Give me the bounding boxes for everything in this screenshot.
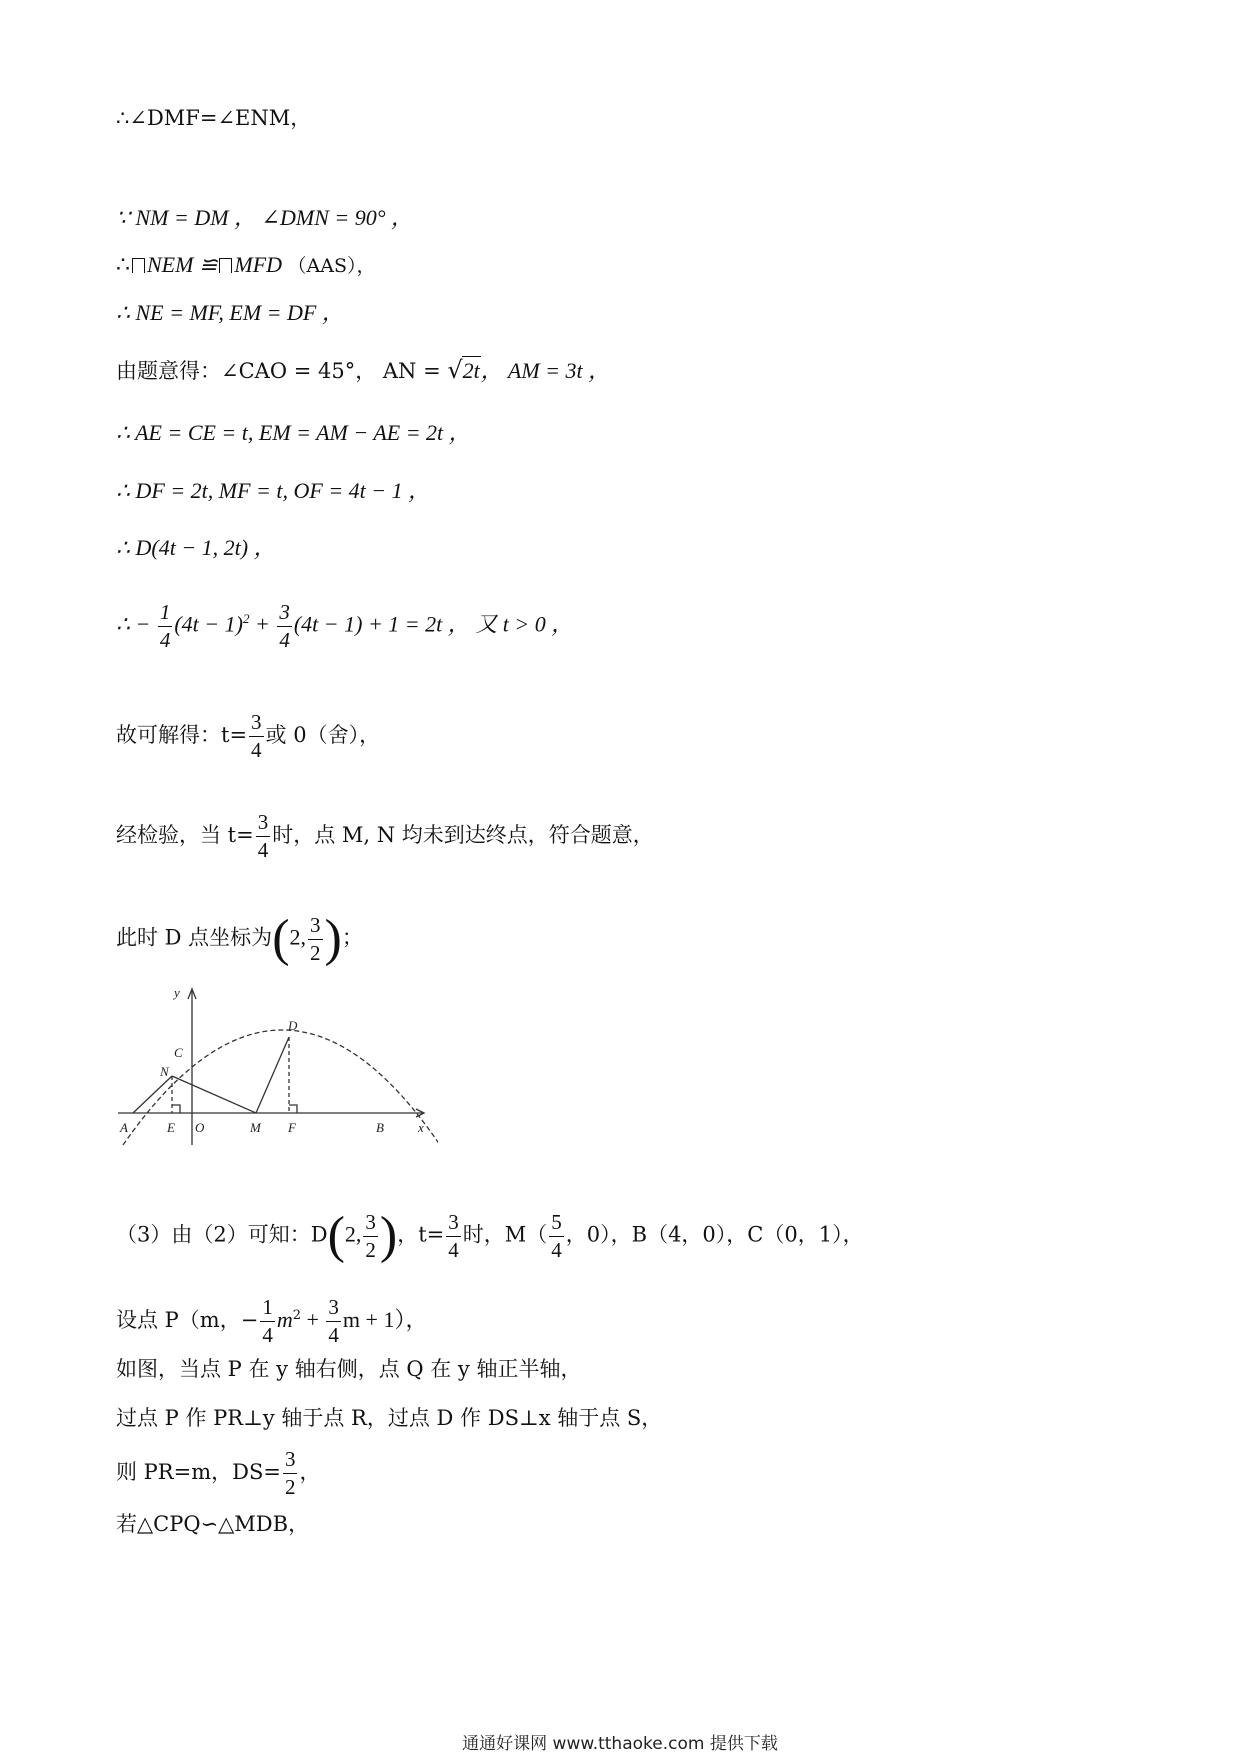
page-footer: 通通好课网 www.tthaoke.com 提供下载 (462, 1734, 778, 1754)
numerator: 3 (326, 1297, 341, 1322)
fraction-3-2 (283, 1449, 298, 1498)
text: ∴ − (116, 611, 151, 637)
text: ∴ NE = MF, EM = DF ， (116, 300, 344, 325)
fraction-1-4 (158, 602, 173, 651)
text: ∵ NM = DM ， ∠DMN = 90° ， (116, 205, 414, 230)
numerator: 3 (277, 602, 292, 627)
box-glyph (219, 258, 232, 273)
fraction-1-4 (260, 1297, 275, 1346)
line-d-coord (116, 534, 276, 562)
denominator: 2 (284, 1475, 296, 1499)
denominator: 4 (251, 738, 262, 762)
label-x: x (418, 1120, 424, 1135)
line-equation (116, 602, 573, 651)
text: ∴ AE = CE = t, EM = AM − AE = 2t ， (116, 420, 471, 445)
line-df-mf (116, 477, 430, 505)
numerator: 3 (256, 812, 271, 837)
denominator: 4 (328, 1323, 339, 1347)
text: 经检验，当 t= (116, 823, 254, 847)
label-m: M (250, 1120, 261, 1135)
text: NEM ≌ (147, 252, 218, 277)
denominator: 4 (448, 1237, 459, 1262)
denominator: 4 (257, 838, 269, 862)
line-ne-mf (116, 299, 344, 327)
segment-md (256, 1037, 289, 1113)
text: 此时 D 点坐标为 (116, 925, 273, 950)
fraction-3-4 (256, 812, 271, 861)
text: ； (341, 925, 363, 950)
text: 2, (344, 1221, 362, 1247)
text: + (301, 1307, 325, 1332)
right-angle-e (172, 1105, 180, 1113)
line-as-figure (116, 1355, 581, 1383)
left-paren: ( (272, 910, 290, 967)
text: m (276, 1307, 293, 1332)
text: MFD (234, 252, 283, 277)
label-d: D (288, 1018, 298, 1033)
numerator: 3 (283, 1449, 298, 1474)
denominator: 4 (279, 628, 290, 652)
text: ∴ D(4t − 1, 2t) ， (116, 535, 276, 560)
text: (4t − 1) (174, 611, 243, 637)
line-check (116, 812, 654, 861)
numerator: 3 (446, 1212, 461, 1237)
text: （AAS）， (287, 255, 376, 277)
line-angle-dmf (116, 104, 311, 132)
label-b: B (376, 1120, 384, 1135)
sqrt-symbol: √ (447, 356, 463, 384)
numerator: 5 (549, 1212, 564, 1237)
text: 故可解得：t= (116, 723, 248, 747)
text: 时，点 M, N 均未到达终点，符合题意， (272, 823, 654, 847)
fraction-3-4 (277, 602, 292, 651)
denominator: 2 (310, 940, 321, 965)
text: 过点 P 作 PR⊥y 轴于点 R，过点 D 作 DS⊥x 轴于点 S， (116, 1406, 663, 1430)
label-f: F (288, 1120, 296, 1135)
line-set-p (116, 1297, 427, 1346)
line-part3 (116, 1207, 864, 1264)
text: 设点 P（m，− (116, 1308, 259, 1332)
text: ∴ DF = 2t, MF = t, OF = 4t − 1 ， (116, 478, 431, 503)
exponent: 2 (292, 1308, 301, 1323)
text: 或 0（舍）， (265, 723, 381, 747)
fraction-3-4 (326, 1297, 341, 1346)
text: ，0），B（4，0），C（0，1）， (565, 1222, 864, 1247)
line-similar (116, 1510, 309, 1538)
numerator: 3 (249, 712, 264, 737)
numerator: 1 (260, 1297, 275, 1322)
text: (4t − 1) + 1 = 2t ， 又 t > 0 ， (293, 611, 574, 637)
label-o: O (195, 1120, 205, 1135)
text: ， AM = 3t ， (480, 358, 611, 383)
label-y: y (174, 985, 180, 1000)
fraction-3-2 (308, 912, 323, 965)
label-a: A (120, 1120, 128, 1135)
text: 由题意得：∠CAO = 45°， AN = (116, 359, 448, 383)
text: m + 1）， (342, 1307, 428, 1332)
line-nm-dm (116, 204, 413, 232)
denominator: 4 (551, 1237, 562, 1262)
sqrt-content: 2t (462, 358, 480, 383)
parabola-figure (118, 985, 438, 1150)
denominator: 4 (159, 628, 171, 652)
text: 如图，当点 P 在 y 轴右侧，点 Q 在 y 轴正半轴， (116, 1357, 582, 1381)
text: 时，M（ (462, 1222, 548, 1247)
box-glyph (132, 258, 145, 273)
line-problem-info (116, 356, 610, 385)
text: 则 PR=m，DS= (116, 1460, 281, 1484)
numerator: 3 (363, 1212, 378, 1237)
numerator: 1 (158, 602, 173, 627)
exponent: 2 (242, 611, 250, 627)
text: 若△CPQ∽△MDB， (116, 1512, 310, 1536)
right-paren: ) (379, 1207, 398, 1264)
denominator: 2 (365, 1237, 376, 1262)
line-solve-t (116, 712, 380, 761)
fraction-3-4 (446, 1209, 461, 1262)
fraction-5-4 (549, 1209, 564, 1262)
line-congruent (116, 251, 376, 280)
line-ae-ce (116, 419, 471, 447)
text: ，t= (397, 1222, 445, 1247)
text: （3）由（2）可知：D (116, 1222, 328, 1247)
text: ∴∠DMF=∠ENM， (116, 106, 312, 130)
label-e: E (167, 1120, 175, 1135)
segment-nm (172, 1076, 256, 1113)
numerator: 3 (308, 915, 323, 940)
line-perpendiculars (116, 1404, 662, 1432)
text: 2, (289, 924, 307, 950)
text: ， (299, 1460, 321, 1484)
line-d-point (116, 910, 363, 967)
text: + (249, 611, 276, 637)
label-n: N (160, 1064, 169, 1079)
denominator: 4 (262, 1323, 273, 1347)
right-angle-f (289, 1105, 297, 1113)
segment-an (133, 1076, 172, 1113)
therefore-symbol: ∴ (116, 252, 130, 277)
label-c: C (174, 1045, 183, 1060)
line-pr-ds (116, 1449, 320, 1498)
fraction-3-2 (363, 1209, 378, 1262)
fraction-3-4 (249, 712, 264, 761)
right-paren: ) (324, 910, 342, 967)
left-paren: ( (327, 1207, 345, 1264)
